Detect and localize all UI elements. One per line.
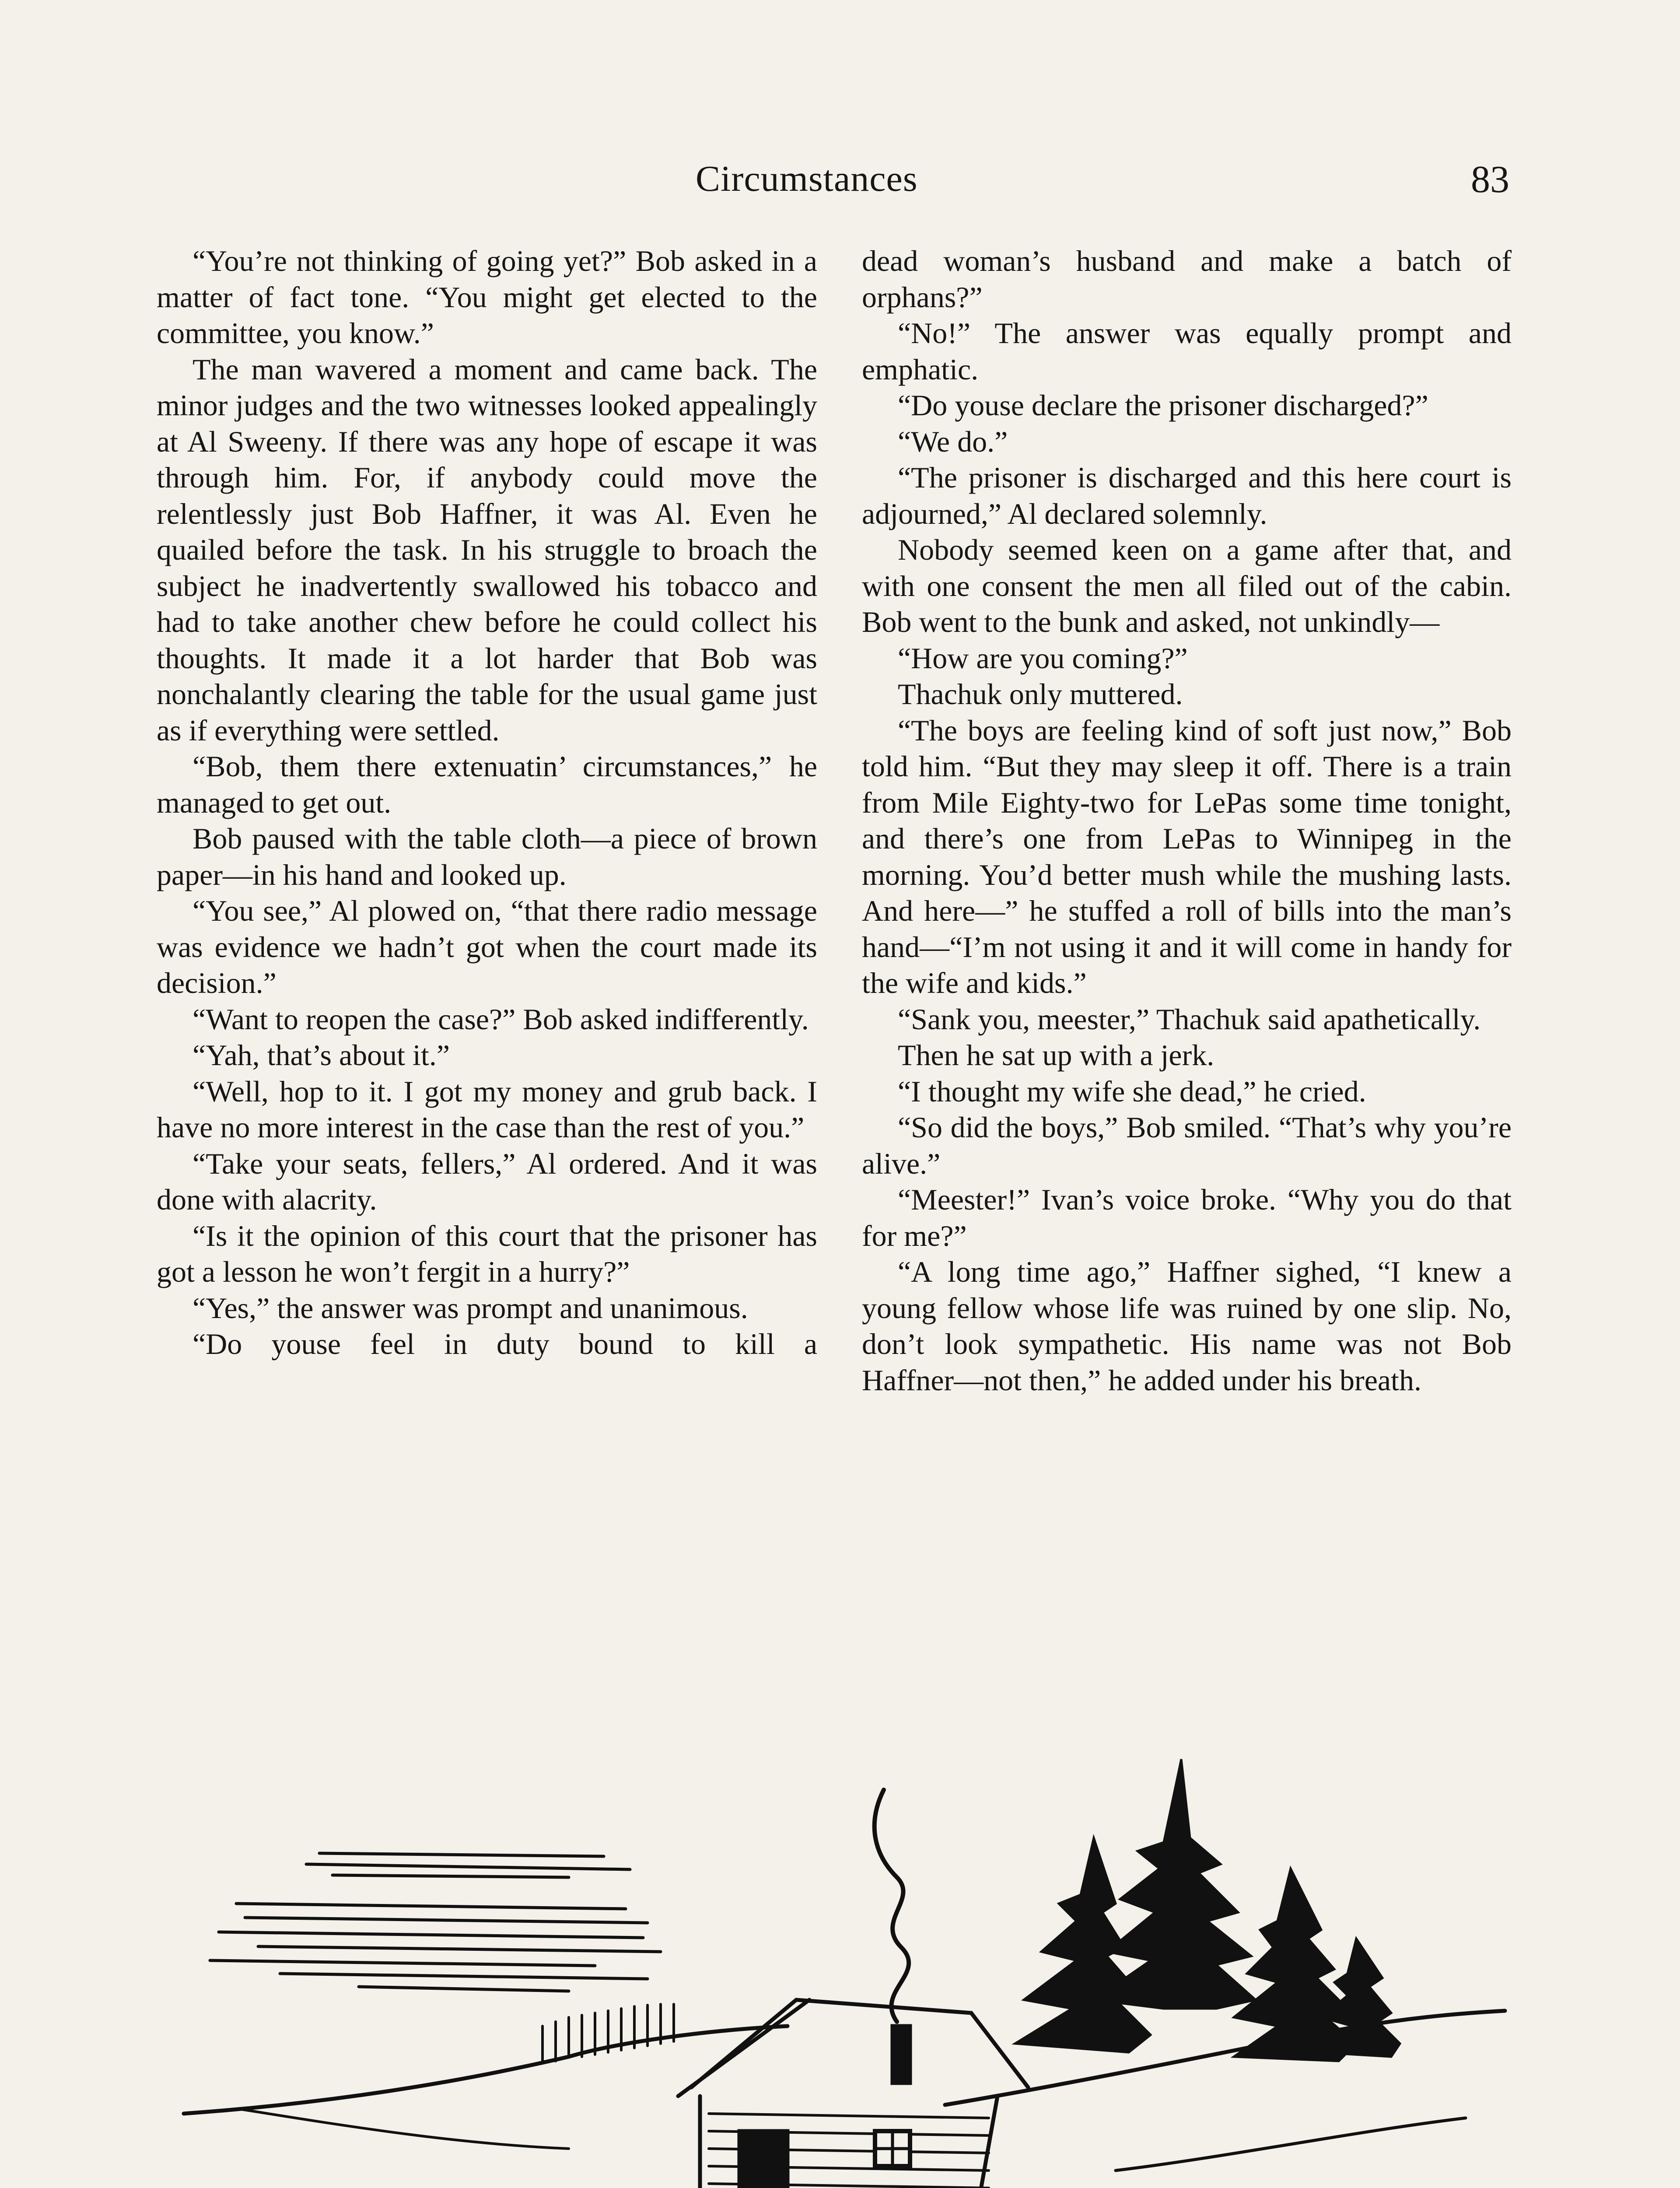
paragraph: “How are you coming?” [898,641,1188,675]
paragraph: “You see,” Al plowed on, “that there radio message was evidence we hadn’t got when the court made its decision.” [157,894,817,999]
paragraph: Thachuk only muttered. [898,677,1183,711]
paragraph: Then he sat up with a jerk. [898,1038,1214,1072]
paragraph: “The boys are feeling kind of soft just now,” Bob told him. “But they may sleep it off. There is a train from Mile Eighty-two for LePas some time tonight, and there’s one from LePas to Winnipeg in the morning. You’d better mush while the mushing lasts. And here—” he stuffed a roll of bills into the man’s hand—“I’m not using it and it will come in handy for the wife and kids.” [862,713,1512,999]
paragraph: “I thought my wife she dead,” he cried. [898,1074,1366,1108]
paragraph-continuation: dead woman’s husband and make a batch of orphans?” [862,244,1512,314]
paragraph: “So did the boys,” Bob smiled. “That’s why you’re alive.” [862,1111,1512,1180]
paragraph: “Bob, them there extenuatin’ circumstances,” he managed to get out. [157,750,817,819]
paragraph: Bob paused with the table cloth—a piece of brown paper—in his hand and looked up. [157,822,817,891]
paragraph: “Take your seats, fellers,” Al ordered. And it was done with alacrity. [157,1147,817,1216]
paragraph: “Is it the opinion of this court that the prisoner has got a lesson he won’t fergit in a hurry?” [157,1219,817,1288]
pine-trees [1015,1759,1400,2061]
paragraph: “No!” The answer was equally prompt and emphatic. [862,316,1512,386]
paragraph: “The prisoner is discharged and this here court is adjourned,” Al declared solemnly. [862,461,1512,530]
page-number: 83 [1471,158,1509,201]
sky-hatching [210,1853,661,1991]
fence-hatching [542,2004,674,2061]
cabin-illustration [175,1755,1509,2188]
right-text-column [862,243,1512,1398]
paragraph: “Do youse declare the prisoner discharged?” [898,389,1428,422]
left-text-column [157,243,817,1362]
log-cabin [678,2000,1028,2188]
paragraph: “Do youse feel in duty bound to kill a [192,1327,817,1360]
paragraph: “You’re not thinking of going yet?” Bob asked in a matter of fact tone. “You might get elected to the committee, you know.” [157,244,817,350]
paragraph: “We do.” [898,424,1008,458]
chimney-smoke [875,1790,909,2022]
paragraph: “Yes,” the answer was prompt and unanimous. [192,1291,748,1325]
running-head: Circumstances [696,158,918,199]
paragraph: “A long time ago,” Haffner sighed, “I knew a young fellow whose life was ruined by one slip. No, don’t look sympathetic. His name was not Bob Haffner—not then,” he added under his breath. [862,1255,1512,1397]
paragraph: “Sank you, meester,” Thachuk said apathetically. [898,1002,1481,1036]
paragraph: Nobody seemed keen on a game after that, and with one consent the men all filed out of the cabin. Bob went to the bunk and asked, not unkindly— [862,533,1512,638]
paragraph: “Well, hop to it. I got my money and grub back. I have no more interest in the case than the rest of you.” [157,1074,817,1144]
paragraph: “Meester!” Ivan’s voice broke. “Why you do that for me?” [862,1183,1512,1252]
paragraph: “Want to reopen the case?” Bob asked indifferently. [192,1002,809,1036]
paragraph: “Yah, that’s about it.” [192,1038,450,1072]
paragraph: The man wavered a moment and came back. The minor judges and the two witnesses looked appealingly at Al Sweeny. If there was any hope of escape it was through him. For, if anybody could move the relentlessly just Bob Haffner, it was Al. Even he quailed before the task. In his struggle to broach the subject he inadvertently swallowed his tobacco and had to take another chew before he could collect his thoughts. It made it a lot harder that Bob was nonchalantly clearing the table for the usual game just as if everything were settled. [157,352,817,747]
